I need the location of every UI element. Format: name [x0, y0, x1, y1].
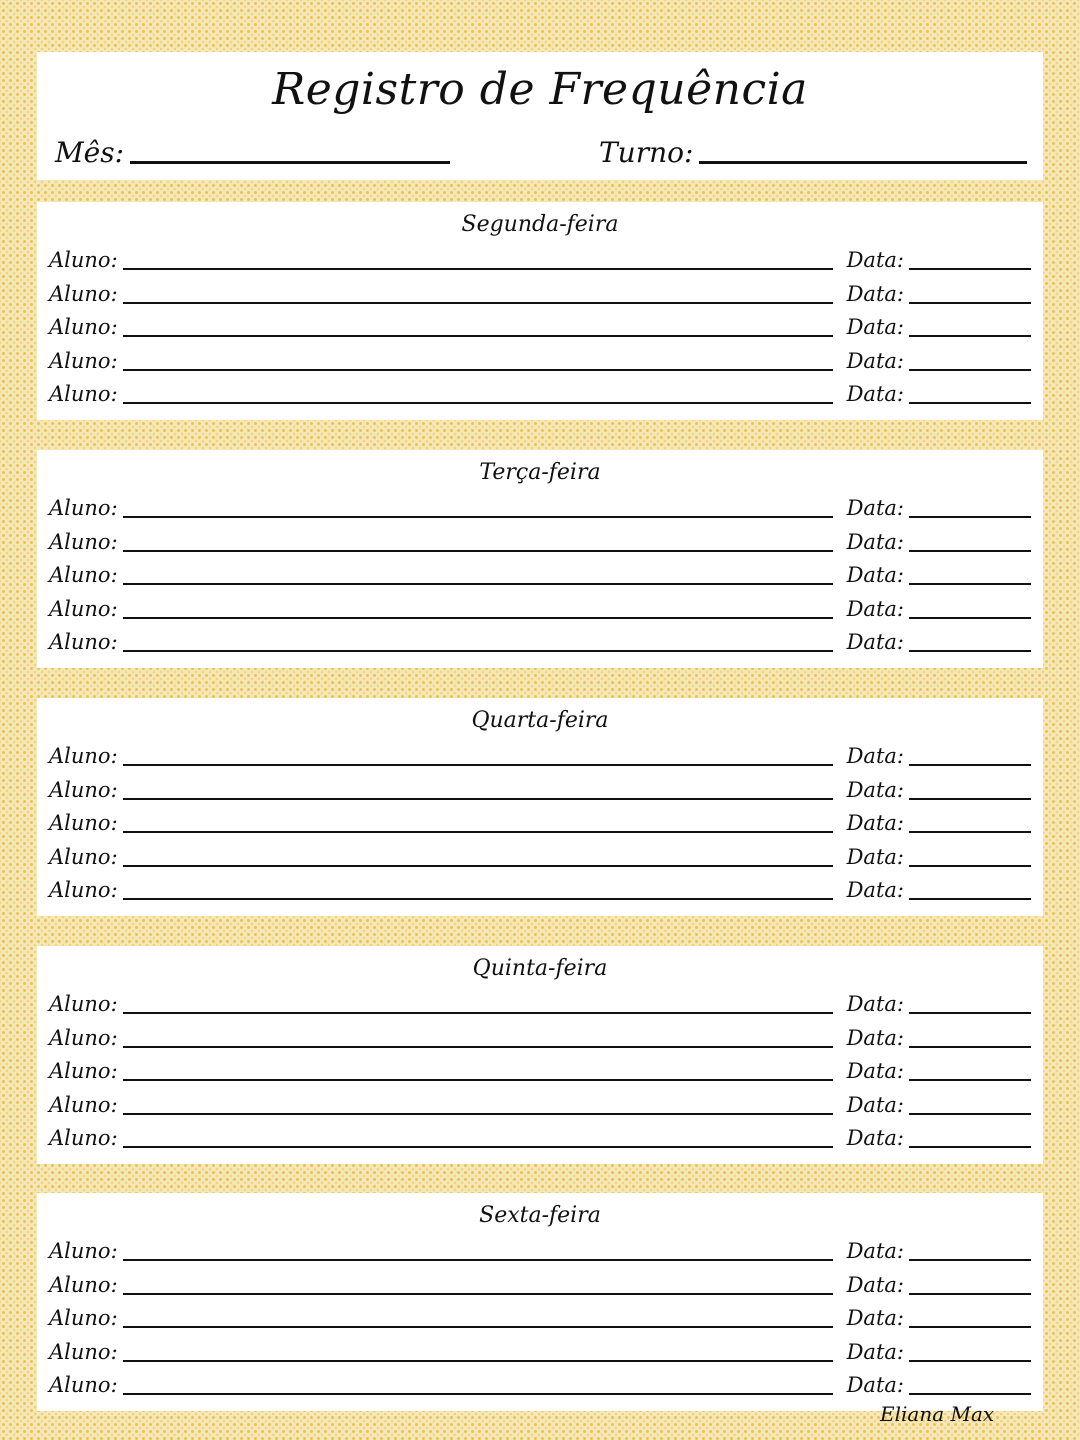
aluno-label: Aluno: — [49, 496, 118, 520]
attendance-row — [49, 309, 1031, 341]
data-line[interactable] — [909, 798, 1031, 800]
aluno-line[interactable] — [123, 1259, 833, 1261]
data-line[interactable] — [909, 1012, 1031, 1014]
data-label: Data: — [846, 878, 904, 902]
data-label: Data: — [846, 1306, 904, 1330]
data-line[interactable] — [909, 898, 1031, 900]
aluno-label: Aluno: — [49, 1093, 118, 1117]
attendance-row — [49, 839, 1031, 871]
data-label: Data: — [846, 1026, 904, 1050]
data-label: Data: — [846, 530, 904, 554]
data-label: Data: — [846, 1373, 904, 1397]
attendance-row — [49, 524, 1031, 556]
aluno-line[interactable] — [123, 831, 833, 833]
aluno-line[interactable] — [123, 1146, 833, 1148]
data-line[interactable] — [909, 1113, 1031, 1115]
aluno-label: Aluno: — [49, 282, 118, 306]
attendance-row — [49, 591, 1031, 623]
attendance-row — [49, 624, 1031, 656]
data-label: Data: — [846, 563, 904, 587]
attendance-row — [49, 276, 1031, 308]
attendance-row — [49, 1300, 1031, 1332]
day-panel — [37, 1193, 1043, 1411]
attendance-row — [49, 1233, 1031, 1265]
aluno-line[interactable] — [123, 302, 833, 304]
turno-line — [699, 161, 1027, 164]
attendance-row — [49, 805, 1031, 837]
data-line[interactable] — [909, 1259, 1031, 1261]
aluno-label: Aluno: — [49, 1306, 118, 1330]
data-label: Data: — [846, 811, 904, 835]
attendance-row — [49, 490, 1031, 522]
aluno-line[interactable] — [123, 583, 833, 585]
day-title: Quarta-feira — [471, 708, 609, 733]
attendance-row — [49, 1367, 1031, 1399]
aluno-label: Aluno: — [49, 315, 118, 339]
aluno-label: Aluno: — [49, 349, 118, 373]
mes-field[interactable] — [55, 130, 450, 170]
day-panel — [37, 698, 1043, 916]
data-line[interactable] — [909, 302, 1031, 304]
aluno-label: Aluno: — [49, 382, 118, 406]
aluno-label: Aluno: — [49, 878, 118, 902]
attendance-row — [49, 376, 1031, 408]
aluno-line[interactable] — [123, 550, 833, 552]
data-label: Data: — [846, 315, 904, 339]
data-line[interactable] — [909, 650, 1031, 652]
aluno-line[interactable] — [123, 617, 833, 619]
aluno-line[interactable] — [123, 1360, 833, 1362]
attendance-row — [49, 986, 1031, 1018]
day-panel — [37, 450, 1043, 668]
aluno-label: Aluno: — [49, 530, 118, 554]
data-line[interactable] — [909, 369, 1031, 371]
data-label: Data: — [846, 630, 904, 654]
data-label: Data: — [846, 1273, 904, 1297]
aluno-label: Aluno: — [49, 1126, 118, 1150]
aluno-line[interactable] — [123, 865, 833, 867]
turno-field[interactable] — [599, 130, 1027, 170]
data-line[interactable] — [909, 1326, 1031, 1328]
attendance-row — [49, 1087, 1031, 1119]
day-panel — [37, 946, 1043, 1164]
aluno-line[interactable] — [123, 1046, 833, 1048]
data-label: Data: — [846, 744, 904, 768]
aluno-label: Aluno: — [49, 1239, 118, 1263]
data-line[interactable] — [909, 550, 1031, 552]
aluno-line[interactable] — [123, 1113, 833, 1115]
data-label: Data: — [846, 382, 904, 406]
attendance-row — [49, 1120, 1031, 1152]
data-label: Data: — [846, 992, 904, 1016]
aluno-label: Aluno: — [49, 597, 118, 621]
data-line[interactable] — [909, 1293, 1031, 1295]
data-label: Data: — [846, 349, 904, 373]
data-line[interactable] — [909, 1079, 1031, 1081]
aluno-line[interactable] — [123, 1326, 833, 1328]
attendance-row — [49, 242, 1031, 274]
attendance-row — [49, 872, 1031, 904]
aluno-label: Aluno: — [49, 1273, 118, 1297]
day-title: Sexta-feira — [479, 1203, 601, 1228]
aluno-line[interactable] — [123, 650, 833, 652]
day-title: Terça-feira — [479, 460, 601, 485]
aluno-line[interactable] — [123, 335, 833, 337]
aluno-line[interactable] — [123, 898, 833, 900]
aluno-label: Aluno: — [49, 248, 118, 272]
data-label: Data: — [846, 1239, 904, 1263]
mes-label: Mês: — [55, 136, 125, 169]
data-line[interactable] — [909, 1393, 1031, 1395]
aluno-label: Aluno: — [49, 563, 118, 587]
attendance-row — [49, 343, 1031, 375]
aluno-label: Aluno: — [49, 845, 118, 869]
data-label: Data: — [846, 845, 904, 869]
attendance-row — [49, 1267, 1031, 1299]
data-line[interactable] — [909, 516, 1031, 518]
author-signature: Eliana Max — [880, 1402, 995, 1426]
aluno-label: Aluno: — [49, 744, 118, 768]
aluno-line[interactable] — [123, 268, 833, 270]
aluno-label: Aluno: — [49, 1340, 118, 1364]
aluno-line[interactable] — [123, 516, 833, 518]
attendance-row — [49, 772, 1031, 804]
data-line[interactable] — [909, 335, 1031, 337]
mes-line — [130, 161, 450, 164]
aluno-label: Aluno: — [49, 778, 118, 802]
data-label: Data: — [846, 496, 904, 520]
aluno-label: Aluno: — [49, 1373, 118, 1397]
aluno-line[interactable] — [123, 764, 833, 766]
attendance-row — [49, 1334, 1031, 1366]
data-label: Data: — [846, 1340, 904, 1364]
attendance-row — [49, 738, 1031, 770]
data-line[interactable] — [909, 865, 1031, 867]
data-line[interactable] — [909, 402, 1031, 404]
turno-label: Turno: — [599, 136, 694, 169]
data-label: Data: — [846, 1059, 904, 1083]
aluno-label: Aluno: — [49, 1026, 118, 1050]
day-panel — [37, 202, 1043, 420]
aluno-line[interactable] — [123, 369, 833, 371]
attendance-row — [49, 1020, 1031, 1052]
data-line[interactable] — [909, 268, 1031, 270]
aluno-line[interactable] — [123, 402, 833, 404]
header-panel — [37, 52, 1043, 180]
attendance-row — [49, 1053, 1031, 1085]
data-line[interactable] — [909, 617, 1031, 619]
data-label: Data: — [846, 1093, 904, 1117]
aluno-line[interactable] — [123, 1079, 833, 1081]
aluno-label: Aluno: — [49, 1059, 118, 1083]
aluno-line[interactable] — [123, 1393, 833, 1395]
day-title: Quinta-feira — [472, 956, 608, 981]
data-line[interactable] — [909, 1360, 1031, 1362]
data-line[interactable] — [909, 831, 1031, 833]
data-line[interactable] — [909, 583, 1031, 585]
aluno-line[interactable] — [123, 1012, 833, 1014]
data-label: Data: — [846, 778, 904, 802]
data-label: Data: — [846, 248, 904, 272]
data-label: Data: — [846, 1126, 904, 1150]
data-line[interactable] — [909, 1146, 1031, 1148]
aluno-label: Aluno: — [49, 992, 118, 1016]
aluno-line[interactable] — [123, 798, 833, 800]
page-title: Registro de Frequência — [272, 64, 808, 115]
aluno-label: Aluno: — [49, 630, 118, 654]
aluno-line[interactable] — [123, 1293, 833, 1295]
data-label: Data: — [846, 282, 904, 306]
attendance-row — [49, 557, 1031, 589]
data-label: Data: — [846, 597, 904, 621]
data-line[interactable] — [909, 764, 1031, 766]
data-line[interactable] — [909, 1046, 1031, 1048]
aluno-label: Aluno: — [49, 811, 118, 835]
day-title: Segunda-feira — [461, 212, 619, 237]
